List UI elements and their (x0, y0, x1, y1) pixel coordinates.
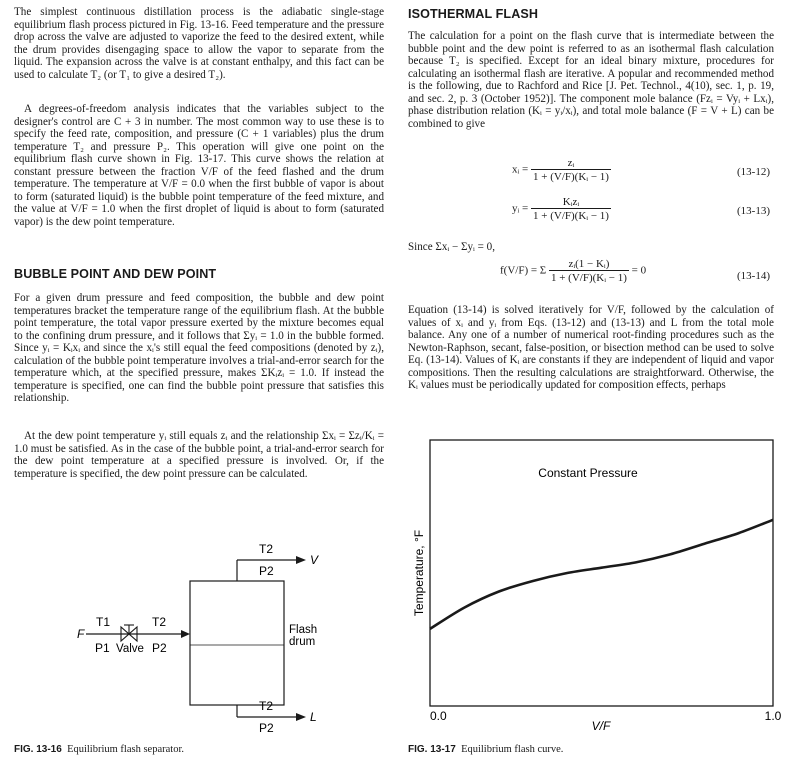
eq14-denominator: 1 + (V/F)(Kᵢ − 1) (550, 272, 627, 284)
liquid-label: L (310, 710, 317, 724)
figure-caption-13-16 (14, 744, 184, 755)
liquid-pressure-label: P2 (259, 721, 274, 735)
figure-caption-13-17 (408, 744, 563, 755)
eq13-denominator: 1 + (V/F)(Kᵢ − 1) (533, 210, 609, 222)
figure-title-13-17: Equilibrium flash curve. (461, 744, 564, 755)
vapor-pressure-label: P2 (259, 564, 274, 578)
liquid-temperature-label: T2 (259, 699, 274, 713)
flash-curve-line-0 (430, 520, 773, 629)
paragraph-bubble-point: For a given drum pressure and feed composition, the bubble and dew point temperatures bracket the temperature range of the equilibrium flash. At the bubble point temperature, the total vapor pressure exerted by the mixture becomes equal to the confining drum pressure, and it follows that Σyᵢ = 1.0 in the bubble formed. Since yᵢ = Kᵢxᵢ and since the xᵢ's still equal the feed compositions (denoted by zᵢ), calculation of the bubble point temperature involves a trial-and-error search for the temperature which, at the specified pressure, makes ΣKᵢzᵢ = 1.0. If instead the temperature is specified, one can find the bubble point pressure that satisfies this relationship. (14, 292, 384, 405)
equation-13-14 (500, 258, 646, 284)
equation-number-13-14: (13-14) (737, 270, 770, 282)
flash-separator-diagram (60, 535, 360, 745)
paragraph-isothermal-flash: The calculation for a point on the flash curve that is intermediate between the bubble point and the dew point is referred to as an isothermal flash calculation because T₂ is specified. Except for an ideal binary mixture, procedures for calculating an isothermal flash are iterative. A popular and recommended method is the following, due to Rachford and Rice [J. Pet. Technol., 4(10), sec. 1, p. 19, and sec. 2, p. 3 (October 1952)]. The component mole balance (Fzᵢ = Vyᵢ + Lxᵢ), phase distribution relation (Kᵢ = yᵢ/xᵢ), and total mole balance (F = V + L) can be combined to give (408, 30, 774, 130)
liquid-arrow-icon (296, 713, 306, 721)
vapor-arrow-icon (296, 556, 306, 564)
heading-isothermal-flash: ISOTHERMAL FLASH (408, 7, 539, 21)
paragraph-iterative-solution: Equation (13-14) is solved iteratively for V/F, followed by the calculation of values of xᵢ and yᵢ from Eqs. (13-12) and (13-13) and L from the total mole balance. Any one of a number of numerical root-finding procedures such as the Newton-Raphson, secant, false-position, or bisection method can be used to solve Eq. (13-14). Values of Kᵢ are constants if they are independent of liquid and vapor compositions. Then the resulting calculations are straightforward. Otherwise, the Kᵢ values must be periodically updated for composition effects, perhaps (408, 304, 774, 392)
flash-drum-vessel (190, 581, 284, 705)
since-statement: Since Σxᵢ − Σyᵢ = 0, (408, 241, 495, 253)
downstream-temperature-label: T2 (152, 615, 167, 629)
x-tick-label-0: 0.0 (430, 709, 447, 723)
eq12-denominator: 1 + (V/F)(Kᵢ − 1) (533, 171, 609, 183)
valve-label: Valve (116, 643, 144, 655)
figure-title-13-16: Equilibrium flash separator. (67, 744, 184, 755)
vapor-label: V (310, 553, 319, 567)
drum-label-line2: drum (289, 636, 316, 648)
chart-y-axis-label: Temperature, °F (412, 529, 426, 617)
eq14-rhs: = 0 (631, 264, 647, 277)
paragraph-dew-point: At the dew point temperature yᵢ still equals zᵢ and the relationship Σxᵢ = Σzᵢ/Kᵢ = 1.0 must be satisfied. As in the case of the bubble point, a trial-and-error search for the dew point temperature at a specified pressure is involved. Or, if the temperature is specified, the dew point pressure can be calculated. (14, 430, 384, 480)
eq12-numerator: zᵢ (567, 157, 575, 169)
eq14-numerator: zᵢ(1 − Kᵢ) (568, 258, 610, 270)
paragraph-degrees-of-freedom: A degrees-of-freedom analysis indicates that the variables subject to the designer's control are C + 3 in number. The most common way to use these is to specify the feed rate, composition, and pressure (C + 1 variables) plus the drum temperature T₂ and pressure P₂. This operation will give one point on the equilibrium flash curve shown in Fig. 13-17. This curve shows the relation at constant pressure between the fraction V/F of the feed flashed and the drum temperature. The temperature at V/F = 0.0 when the first bubble of vapor is about to form (saturated liquid) is the bubble point temperature of the feed mixture, and the value at V/F = 1.0 when the first droplet of liquid is about to form (saturated vapor) is the dew point temperature. (14, 103, 384, 228)
heading-bubble-dew-point: BUBBLE POINT AND DEW POINT (14, 267, 217, 281)
figure-label-13-16: FIG. 13-16 (14, 744, 62, 755)
equation-number-13-12: (13-12) (737, 166, 770, 178)
feed-arrow-icon (181, 630, 190, 638)
paragraph-adiabatic-flash: The simplest continuous distillation process is the adiabatic single-stage equilibrium flash process pictured in Fig. 13-16. Feed temperature and the pressure drop across the valve are adjusted to vaporize the feed to the desired extent, while the drum provides disengaging space to allow the vapor to separate from the liquid. The expansion across the valve is at constant enthalpy, and this fact can be used to calculate T₂ (or T₁ to give a desired T₂). (14, 6, 384, 81)
eq14-lhs: f(V/F) = Σ (500, 264, 547, 277)
feed-temperature-label: T1 (96, 615, 111, 629)
equation-number-13-13: (13-13) (737, 205, 770, 217)
figure-label-13-17: FIG. 13-17 (408, 744, 456, 755)
drum-label-line1: Flash (289, 624, 318, 636)
chart-marks (430, 520, 782, 723)
feed-label: F (77, 627, 85, 641)
eq13-numerator: Kᵢzᵢ (562, 196, 580, 208)
chart-title: Constant Pressure (538, 466, 638, 480)
equation-13-13 (512, 196, 611, 222)
flash-curve-chart (408, 430, 788, 742)
chart-x-axis-label: V/F (591, 719, 611, 733)
vapor-temperature-label: T2 (259, 542, 274, 556)
equation-13-12 (512, 157, 611, 183)
eq12-lhs: xᵢ = (512, 163, 529, 176)
feed-pressure-label: P1 (95, 641, 110, 655)
downstream-pressure-label: P2 (152, 641, 167, 655)
eq13-lhs: yᵢ = (512, 202, 529, 215)
x-tick-label-1: 1.0 (764, 709, 782, 723)
